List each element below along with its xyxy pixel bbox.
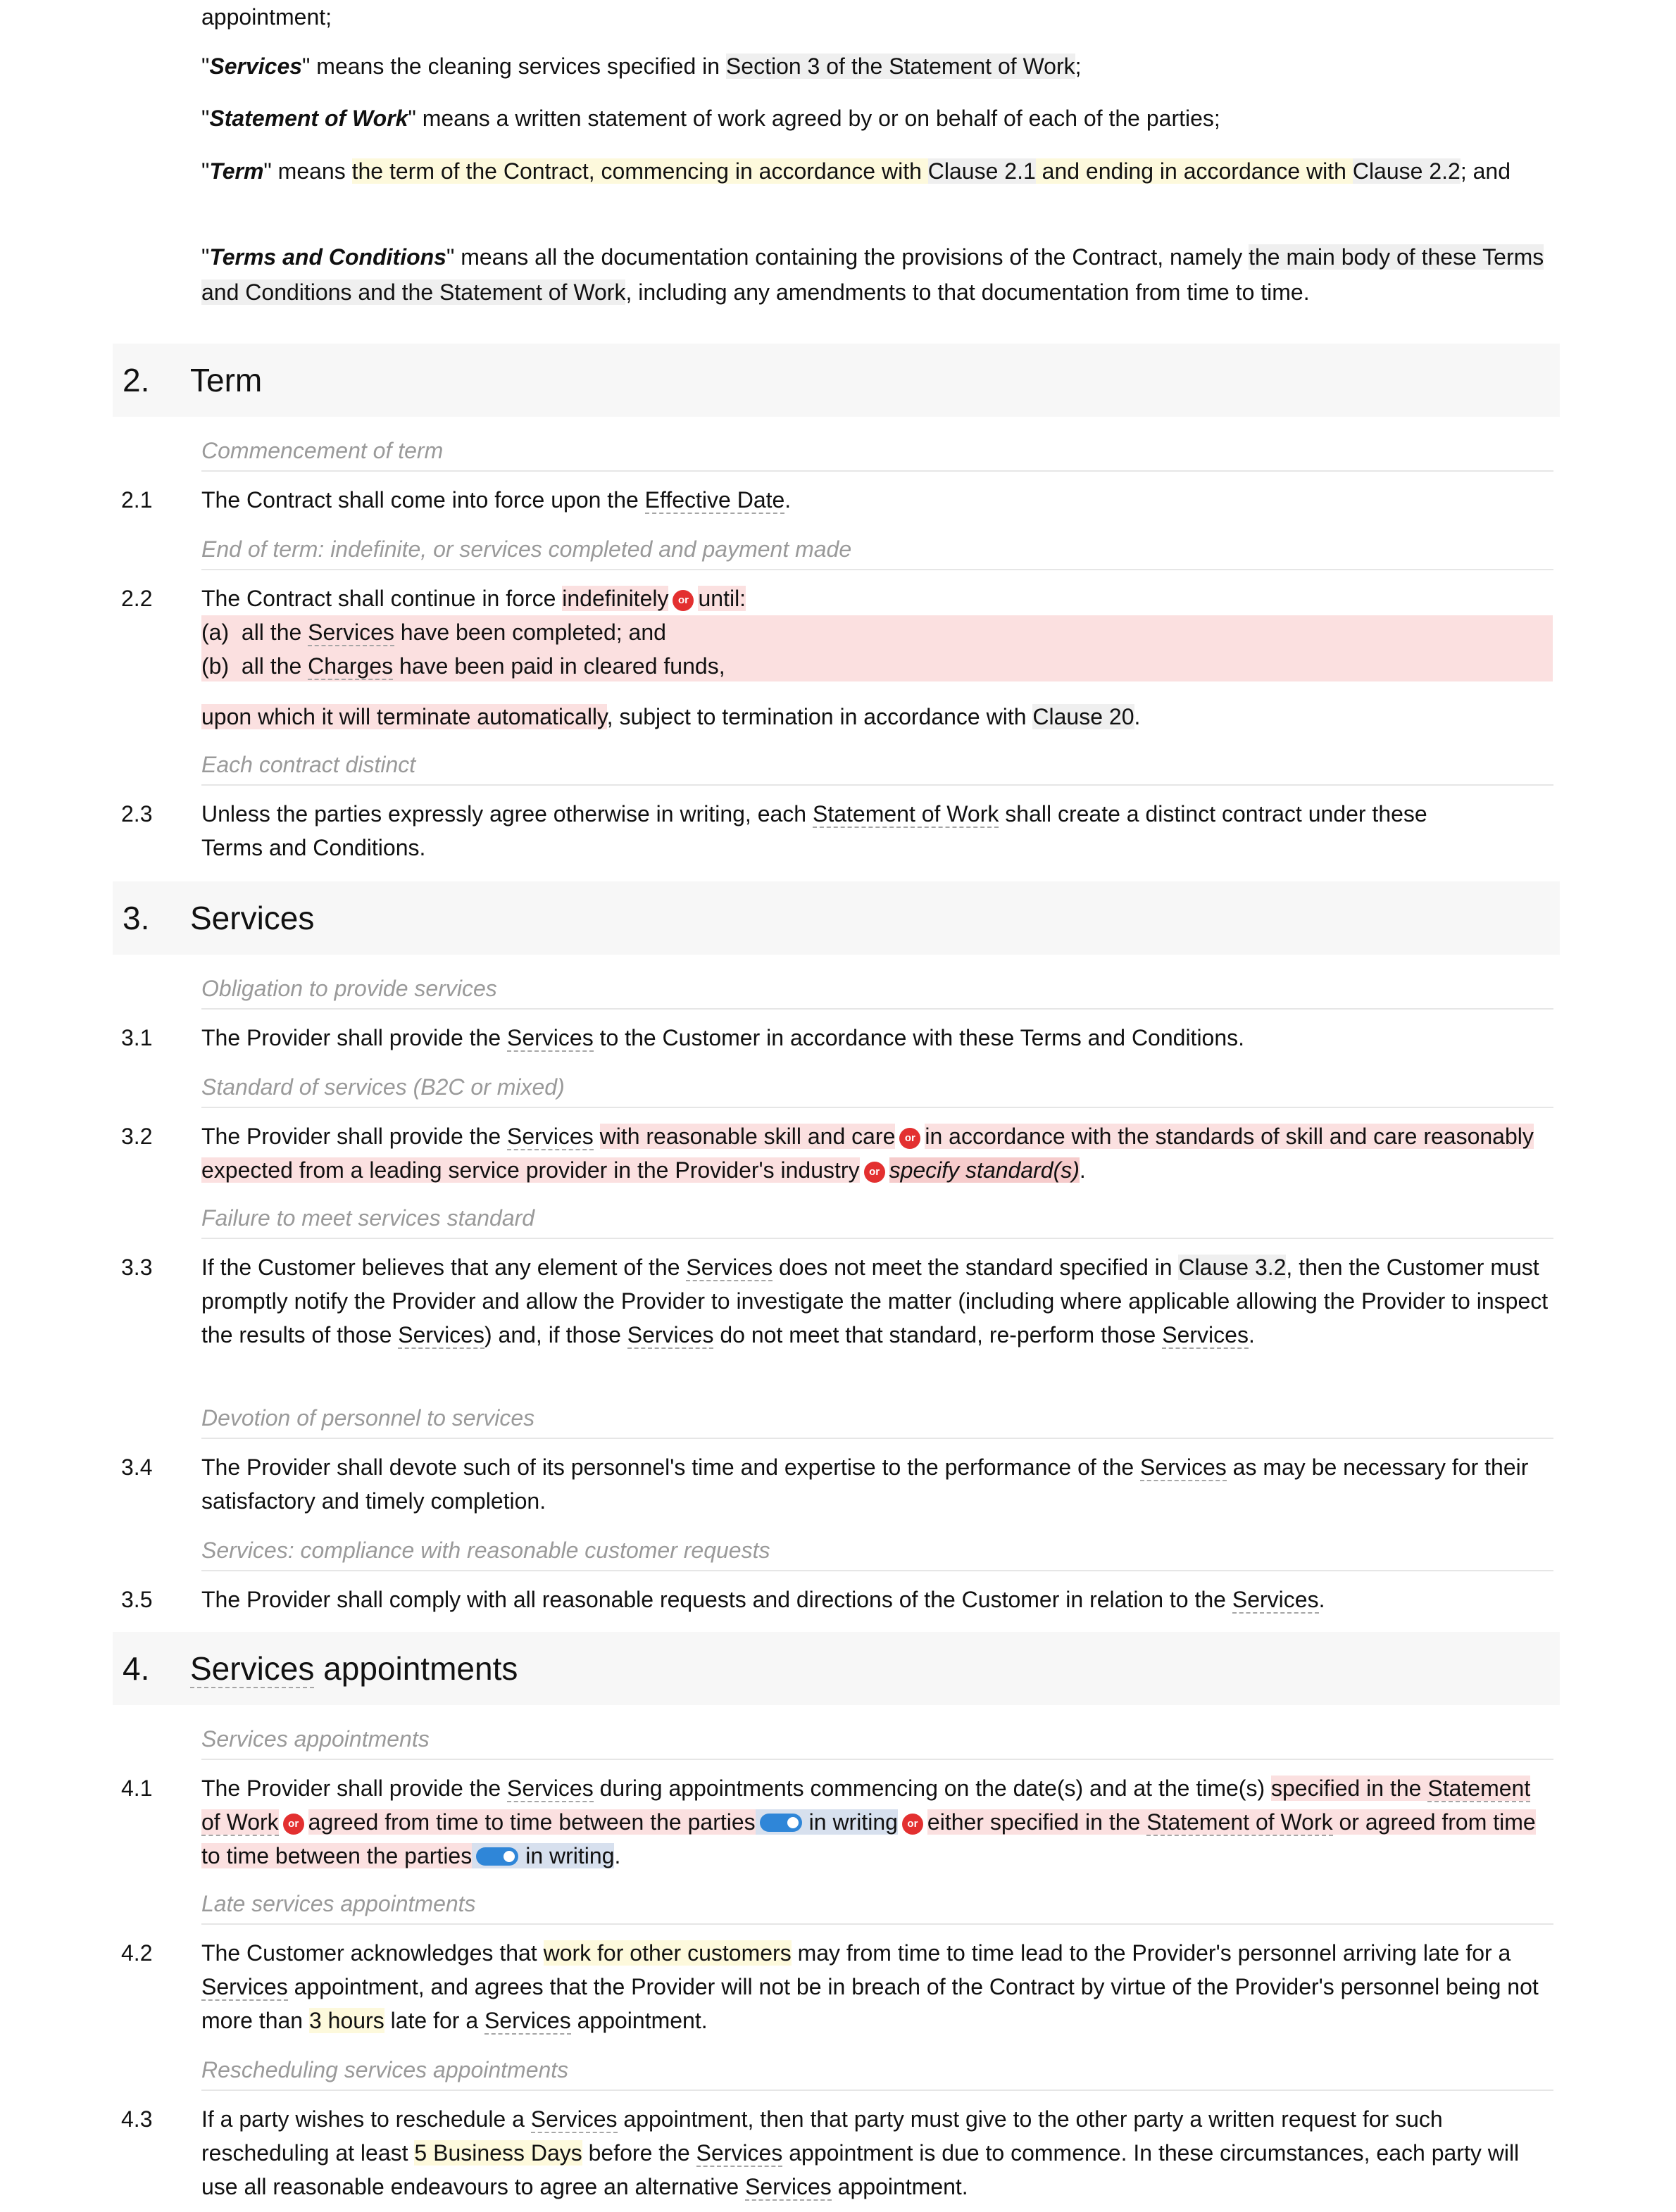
definition-term: "Term" means the term of the Contract, commencing in accordance with Clause 2.1 and ending in accordance with Clause 2.2; and <box>201 158 1511 184</box>
defined-term-link[interactable]: Services <box>308 620 394 645</box>
cross-reference[interactable]: Clause 3.2 <box>1178 1255 1287 1280</box>
defined-term-link[interactable]: Services <box>190 1650 315 1687</box>
section-number: 2. <box>123 362 150 398</box>
defined-term-link[interactable]: Statement of Work <box>812 801 999 827</box>
defined-term: Terms and Conditions <box>209 244 446 270</box>
option-or-icon[interactable]: or <box>899 1128 920 1149</box>
option-text[interactable]: either specified in the Statement of Work or agreed from time to time between the parties <box>201 1809 1536 1868</box>
defined-term: Statement of Work <box>209 106 408 131</box>
clause-caption: Services: compliance with reasonable customer requests <box>201 1531 1553 1571</box>
clause-text: The Contract shall continue in force indefinitely or until: <box>201 586 746 611</box>
toggle-option[interactable]: in writing <box>472 1843 614 1868</box>
clause-caption: Commencement of term <box>201 431 1553 472</box>
defined-term-link[interactable]: Effective Date <box>644 487 785 513</box>
defined-term-link[interactable]: Services <box>696 2140 783 2166</box>
defined-term-link[interactable]: Services <box>627 1322 714 1347</box>
defined-term-link[interactable]: Services <box>1162 1322 1249 1347</box>
option-or-icon[interactable]: or <box>864 1162 885 1183</box>
cross-reference[interactable]: Section 3 of the Statement of Work <box>725 54 1075 79</box>
sub-clause-a: (a) all the Services have been completed; and <box>201 620 666 645</box>
option-or-icon[interactable]: or <box>283 1814 304 1835</box>
section-title: Term <box>190 362 263 398</box>
clause-caption: Standard of services (B2C or mixed) <box>201 1067 1553 1108</box>
defined-term-link[interactable]: Services <box>507 1124 594 1149</box>
editable-variable[interactable]: 3 hours <box>308 2008 384 2033</box>
clause-number: 4.1 <box>121 1776 153 1801</box>
defined-term-link[interactable]: Services <box>1140 1454 1227 1480</box>
clause-number: 3.3 <box>121 1255 153 1280</box>
clause-caption: Late services appointments <box>201 1884 1553 1925</box>
sub-clause-b: (b) all the Charges have been paid in cleared funds, <box>201 653 725 679</box>
clause-number: 2.3 <box>121 801 153 827</box>
defined-term-link[interactable]: Services <box>507 1025 594 1050</box>
clause-number: 3.1 <box>121 1025 153 1050</box>
section-heading-services <box>113 881 1560 955</box>
cross-reference[interactable]: the main body of these Terms and Conditions and the Statement of Work <box>201 244 1544 305</box>
clause-text: The Provider shall devote such of its personnel's time and expertise to the performance of the Services as may be necessary for their satisfactory and timely completion. <box>201 1454 1529 1514</box>
definition-continuation <box>201 0 1553 34</box>
defined-term-link[interactable]: Services <box>484 2008 571 2033</box>
defined-term: Term <box>209 158 264 184</box>
clause-number: 3.4 <box>121 1454 153 1480</box>
option-placeholder[interactable]: specify standard(s) <box>889 1157 1080 1183</box>
clause-text: The Provider shall provide the Services during appointments commencing on the date(s) and at the time(s) specified in the Statement of Work or agreed from time to time between the parties in writing or either specified in the Statement of Work or agreed from time to time between the parties in writing. <box>201 1776 1536 1868</box>
clause-text: upon which it will terminate automatically, subject to termination in accordance with Clause 20. <box>201 704 1141 729</box>
defined-term-link[interactable]: Services <box>1232 1587 1319 1612</box>
section-title: Services <box>190 900 315 936</box>
definition-statement-of-work: "Statement of Work" means a written statement of work agreed by or on behalf of each of the parties; <box>201 106 1220 131</box>
clause-number: 2.2 <box>121 586 153 611</box>
option-text[interactable]: until: <box>698 586 746 611</box>
section-number: 3. <box>123 900 150 936</box>
clause-caption: Devotion of personnel to services <box>201 1398 1553 1439</box>
toggle-switch[interactable] <box>476 1847 518 1866</box>
defined-term-link[interactable]: Services <box>507 1776 594 1801</box>
definition-terms-and-conditions: "Terms and Conditions" means all the documentation containing the provisions of the Contract, namely the main body of these Terms and Conditions and the Statement of Work, including any amendments to that documentation from time to time. <box>201 244 1544 305</box>
defined-term: Services <box>209 54 303 79</box>
defined-term-link[interactable]: Statement of Work <box>201 1776 1531 1835</box>
defined-term-link[interactable]: Services <box>745 2174 832 2199</box>
defined-term-link[interactable]: Charges <box>308 653 394 679</box>
cross-reference[interactable]: Clause 2.1 <box>927 158 1036 184</box>
cross-reference[interactable]: Clause 20 <box>1032 704 1134 729</box>
defined-term-link[interactable]: Services <box>530 2106 618 2132</box>
clause-number: 3.2 <box>121 1124 153 1149</box>
definition-services: "Services" means the cleaning services specified in Section 3 of the Statement of Work; <box>201 54 1082 79</box>
clause-caption: Failure to meet services standard <box>201 1198 1553 1239</box>
clause-text: The Customer acknowledges that work for other customers may from time to time lead to the Provider's personnel arriving late for a Services appointment, and agrees that the Provider will not be in breach of the Contract by virtue of the Provider's personnel being not more than 3 hours late for a Services appointment. <box>201 1940 1539 2033</box>
option-text[interactable]: with reasonable skill and care <box>599 1124 896 1149</box>
clause-number: 4.2 <box>121 1940 153 1966</box>
section-heading-services-appointments <box>113 1632 1560 1705</box>
section-title: Services appointments <box>190 1650 518 1687</box>
editable-variable[interactable]: the term of the Contract, commencing in accordance with Clause 2.1 and ending in accordance with Clause 2.2 <box>351 158 1461 184</box>
clause-text: If a party wishes to reschedule a Services appointment, then that party must give to the other party a written request for such rescheduling at least 5 Business Days before the Services appointment is due to commence. In these circumstances, each party will use all reasonable endeavours to agree an alternative Services appointment. <box>201 2106 1520 2199</box>
clause-number: 4.3 <box>121 2106 153 2132</box>
clause-number: 3.5 <box>121 1587 153 1612</box>
defined-term-link[interactable]: Statement of Work <box>1146 1809 1333 1835</box>
editable-variable[interactable]: work for other customers <box>543 1940 792 1966</box>
clause-text: The Provider shall provide the Services with reasonable skill and care or in accordance with the standards of skill and care reasonably expected from a leading service provider in the Provider's industry or specify standard(s). <box>201 1124 1534 1183</box>
defined-term-link[interactable]: Services <box>398 1322 484 1347</box>
section-number: 4. <box>123 1650 150 1687</box>
option-text[interactable]: agreed from time to time between the parties <box>308 1809 756 1835</box>
clause-caption: Rescheduling services appointments <box>201 2050 1553 2091</box>
clause-number: 2.1 <box>121 487 153 513</box>
option-or-icon[interactable]: or <box>902 1814 923 1835</box>
option-or-icon[interactable]: or <box>673 590 694 611</box>
clause-caption: End of term: indefinite, or services completed and payment made <box>201 529 1553 570</box>
clause-text: The Provider shall comply with all reasonable requests and directions of the Customer in relation to the Services. <box>201 1587 1325 1612</box>
clause-text: If the Customer believes that any element of the Services does not meet the standard specified in Clause 3.2, then the Customer must promptly notify the Provider and allow the Provider to investigate the matter (including where applicable allowing the Provider to inspect the results of those Services) and, if those Services do not meet that standard, re-perform those Services. <box>201 1255 1549 1347</box>
clause-text: Unless the parties expressly agree otherwise in writing, each Statement of Work shall create a distinct contract under these Terms and Conditions. <box>201 801 1427 860</box>
option-text[interactable]: specified in the Statement of Work <box>201 1776 1531 1835</box>
clause-text: The Contract shall come into force upon the Effective Date. <box>201 487 792 513</box>
clause-text: The Provider shall provide the Services to the Customer in accordance with these Terms and Conditions. <box>201 1025 1245 1050</box>
section-heading-term <box>113 344 1560 417</box>
option-text[interactable]: in accordance with the standards of skill and care reasonably expected from a leading service provider in the Provider's industry <box>201 1124 1534 1183</box>
definition-text: appointment; <box>201 4 332 30</box>
clause-caption: Each contract distinct <box>201 745 1553 786</box>
defined-term-link[interactable]: Services <box>686 1255 773 1280</box>
toggle-option[interactable]: in writing <box>756 1809 898 1835</box>
toggle-switch[interactable] <box>760 1814 802 1832</box>
clause-caption: Services appointments <box>201 1719 1553 1760</box>
editable-variable[interactable]: 5 Business Days <box>414 2140 582 2166</box>
defined-term-link[interactable]: Services <box>201 1974 288 1999</box>
option-text[interactable]: indefinitely <box>562 586 669 611</box>
cross-reference[interactable]: Clause 2.2 <box>1352 158 1461 184</box>
option-text[interactable]: upon which it will terminate automatically <box>201 704 607 729</box>
clause-caption: Obligation to provide services <box>201 969 1553 1010</box>
